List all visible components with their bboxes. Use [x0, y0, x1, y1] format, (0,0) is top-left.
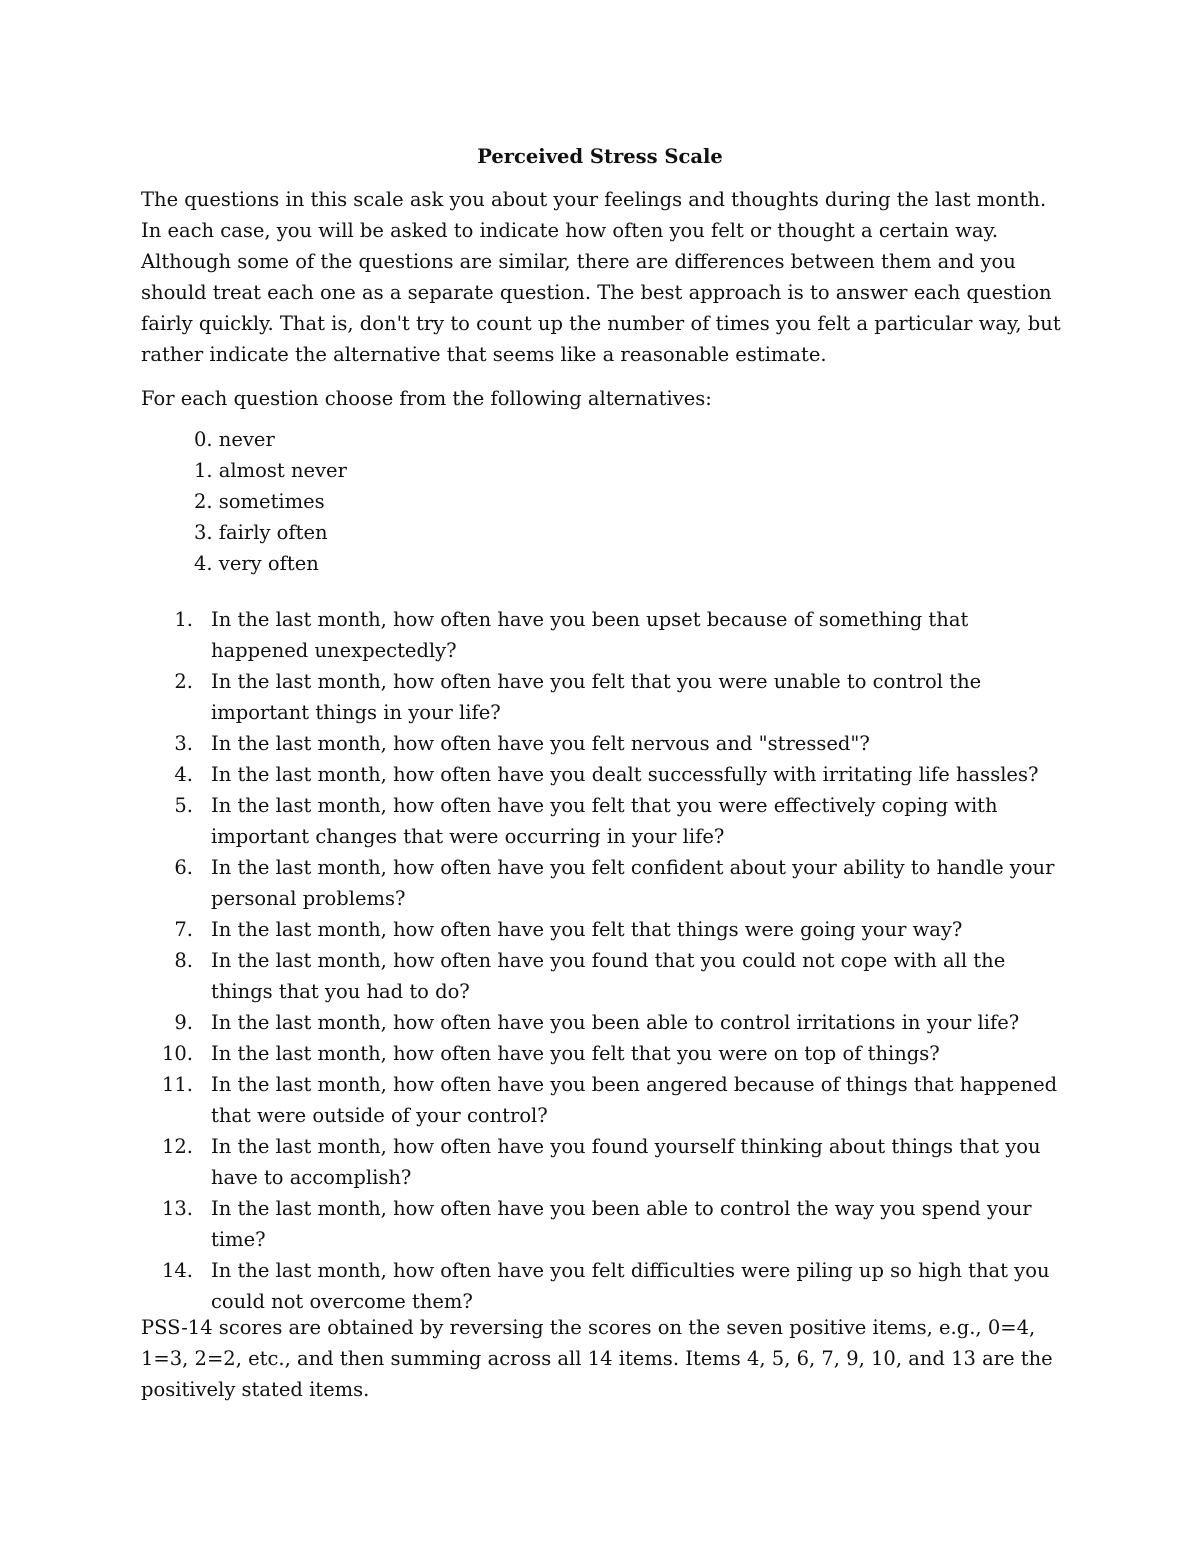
- question-text: In the last month, how often have you been angered because of things that happened that were outside of your control?: [211, 1073, 1058, 1127]
- question-item: [0, 666, 1071, 728]
- question-number: 8.: [174, 949, 193, 972]
- alternative-item: 4. very often: [194, 552, 319, 575]
- document-title: Perceived Stress Scale: [477, 145, 723, 168]
- question-item: [0, 1069, 1071, 1131]
- question-text: In the last month, how often have you dealt successfully with irritating life hassles?: [211, 763, 1039, 786]
- scoring-note: PSS-14 scores are obtained by reversing the scores on the seven positive items, e.g., 0=4, 1=3, 2=2, etc., and then summing across all 14 items. Items 4, 5, 6, 7, 9, 10, and 13 are the positively stated items.: [141, 1316, 1053, 1401]
- question-item: [0, 1038, 1071, 1069]
- question-item: [0, 790, 1071, 852]
- question-number: 7.: [174, 918, 193, 941]
- question-item: [0, 1131, 1071, 1193]
- intro-paragraph: The questions in this scale ask you about your feelings and thoughts during the last month. In each case, you will be asked to indicate how often you felt or thought a certain way. Although some of the questions are similar, there are differences between them and you should treat each one as a separate question. The best approach is to answer each question fairly quickly. That is, don't try to count up the number of times you felt a particular way, but rather indicate the alternative that seems like a reasonable estimate.: [141, 188, 1061, 366]
- question-text: In the last month, how often have you felt that you were on top of things?: [211, 1042, 940, 1065]
- question-item: [0, 1193, 1071, 1255]
- question-item: [0, 728, 1071, 759]
- question-number: 13.: [161, 1197, 193, 1220]
- question-text: In the last month, how often have you been able to control the way you spend your time?: [211, 1197, 1032, 1251]
- alternatives-list: [194, 424, 347, 579]
- question-number: 10.: [161, 1042, 193, 1065]
- question-item: [0, 945, 1071, 1007]
- question-number: 2.: [174, 670, 193, 693]
- question-number: 1.: [174, 608, 193, 631]
- question-text: In the last month, how often have you felt that you were effectively coping with important changes that were occurring in your life?: [211, 794, 998, 848]
- questions-list: [0, 604, 1200, 1317]
- question-item: [0, 852, 1071, 914]
- question-number: 12.: [161, 1135, 193, 1158]
- question-text: In the last month, how often have you felt confident about your ability to handle your personal problems?: [211, 856, 1055, 910]
- alternative-item: 3. fairly often: [194, 521, 328, 544]
- question-number: 11.: [161, 1073, 193, 1096]
- question-number: 3.: [174, 732, 193, 755]
- question-number: 14.: [161, 1259, 193, 1282]
- question-text: In the last month, how often have you found that you could not cope with all the things that you had to do?: [211, 949, 1006, 1003]
- question-item: [0, 1255, 1071, 1317]
- question-text: In the last month, how often have you felt difficulties were piling up so high that you could not overcome them?: [211, 1259, 1050, 1313]
- question-text: In the last month, how often have you been able to control irritations in your life?: [211, 1011, 1020, 1034]
- question-item: [0, 759, 1071, 790]
- instruction-text: For each question choose from the following alternatives:: [141, 387, 712, 410]
- question-text: In the last month, how often have you felt that things were going your way?: [211, 918, 963, 941]
- alternative-item: 0. never: [194, 428, 275, 451]
- question-text: In the last month, how often have you found yourself thinking about things that you have to accomplish?: [211, 1135, 1041, 1189]
- question-text: In the last month, how often have you felt nervous and "stressed"?: [211, 732, 870, 755]
- question-item: [0, 914, 1071, 945]
- question-number: 9.: [174, 1011, 193, 1034]
- question-number: 6.: [174, 856, 193, 879]
- alternative-item: 2. sometimes: [194, 490, 325, 513]
- question-number: 5.: [174, 794, 193, 817]
- question-item: [0, 604, 1071, 666]
- question-text: In the last month, how often have you felt that you were unable to control the important things in your life?: [211, 670, 982, 724]
- question-item: [0, 1007, 1071, 1038]
- alternative-item: 1. almost never: [194, 459, 347, 482]
- question-number: 4.: [174, 763, 193, 786]
- question-text: In the last month, how often have you been upset because of something that happened unexpectedly?: [211, 608, 969, 662]
